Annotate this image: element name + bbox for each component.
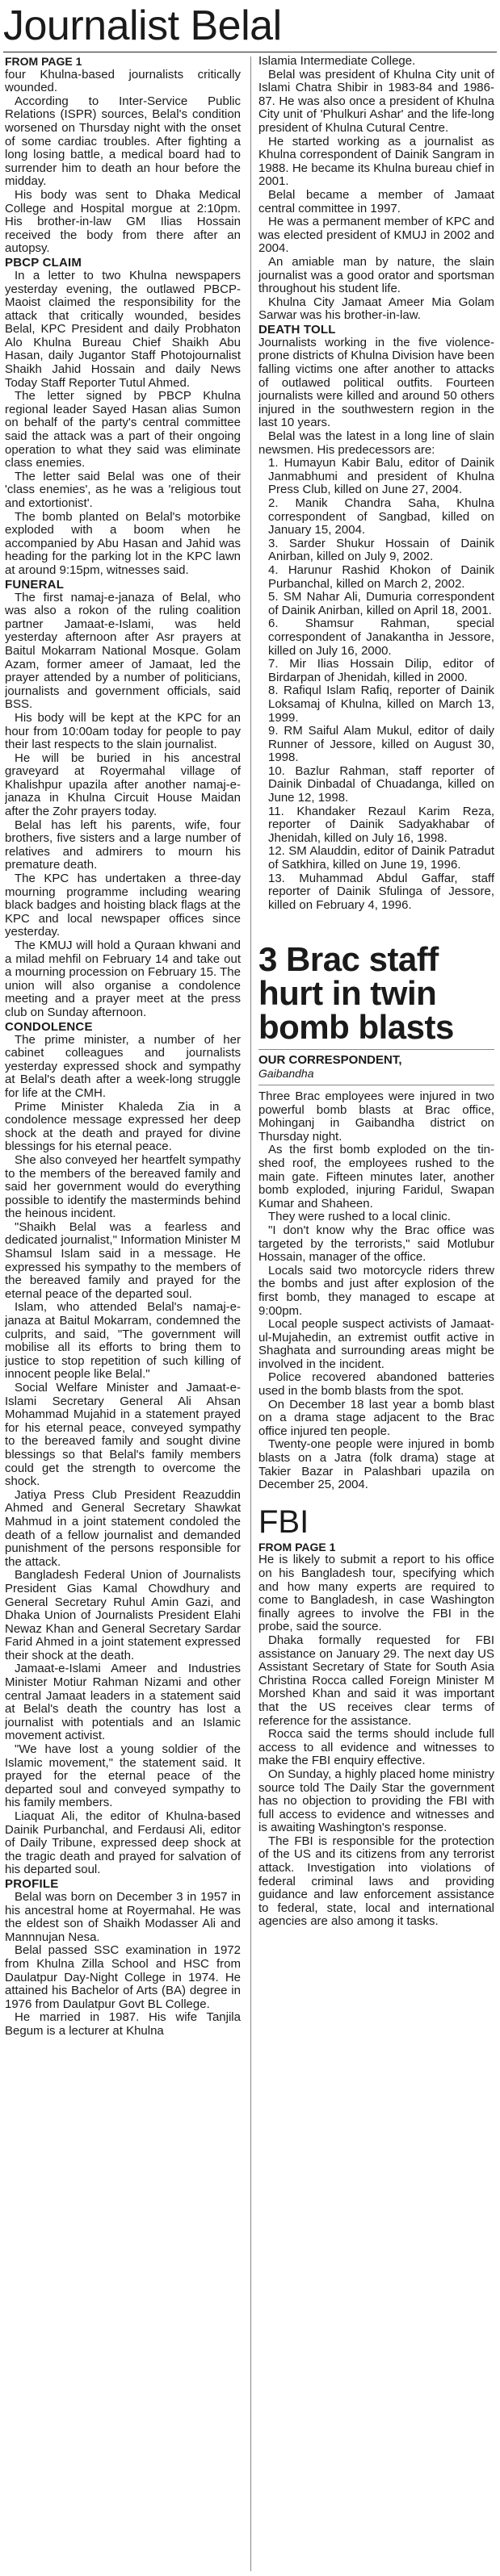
funeral-paragraph: He will be buried in his ancestral graveyard at Royermahal village of Khalishpur upazila after another namaj-e-janaza in Khulna Circuit House Maidan after the Zohr prayers today. [5,751,241,819]
funeral-paragraph: The KMUJ will hold a Quraan khwani and a milad mehfil on February 14 and take out a mourning procession on February 15. The union will also organise a condolence meeting and a prayer meet at the press club on Sunday afternoon. [5,939,241,1019]
victim-list-item: 5. SM Nahar Ali, Dumuria correspondent of Dainik Anirban, killed on April 18, 2001. [268,590,494,617]
brac-headline: 3 Brac staff hurt in twin bomb blasts [258,940,454,1047]
funeral-paragraph: Belal has left his parents, wife, four brothers, five sisters and a large number of relatives and admirers to mourn his premature death. [5,818,241,872]
brac-paragraph: As the first bomb exploded on the tin-shed roof, the employees rushed to the main gate. Fifteen minutes later, another bomb exploded, injuring Faridul, Swapan Kumar and Shaheen. [258,1143,494,1211]
condolence-paragraph: "Shaikh Belal was a fearless and dedicated journalist," Information Minister M Shamsul Islam said in a message. He expressed his sympathy to the members of the bereaved family and prayed for the eternal peace of the departed soul. [5,1219,241,1301]
column-divider [250,56,251,2571]
fbi-headline: FBI [258,1503,309,1540]
condolence-paragraph: Islam, who attended Belal's namaj-e-janaza at Baitul Mokarram, condemned the culprits, and said, "The government will mobilise all its efforts to bring them to justice to stop repetition of such killing of innocent people like Belal." [5,1300,241,1382]
intro-paragraph: four Khulna-based journalists critically wounded. [5,67,241,95]
brac-paragraph: Police recovered abandoned batteries used in the bomb blasts from the spot. [258,1370,494,1399]
fbi-paragraph: The FBI is responsible for the protection of the US and its citizens from any terrorist attack. Investigation into violations of federal criminal laws and providing guidance and law enforcement assistance to federal, state, local and international agencies are also among it tasks. [258,1834,494,1929]
pbcp-paragraph: In a letter to two Khulna newspapers yesterday evening, the outlawed PBCP-Maoist claimed the responsibility for the attack that critically wounded, besides Belal, KPC President and daily Probhaton Alo Khulna Bureau Chief Shaikh Abu Hasan, daily Jugantor Staff Photojournalist Shaikh Jahid Hossain and daily News Today Staff Reporter Tutul Ahmed. [5,268,241,390]
condolence-paragraph: Jamaat-e-Islami Ameer and Industries Minister Motiur Rahman Nizami and other central Jamaat leaders in a statement said at Belal's death the country has lost a journalist with potentials and an Islamic movement activist. [5,1662,241,1743]
fbi-kicker: FROM PAGE 1 [258,1540,336,1554]
pbcp-paragraph: The letter signed by PBCP Khulna regional leader Sayed Hasan alias Sumon on behalf of the party's central committee said the attack was a part of their ongoing operation to what they said was eliminate class enemies. [5,389,241,470]
victim-list-item: 4. Harunur Rashid Khokon of Dainik Purbanchal, killed on March 2, 2002. [268,562,494,591]
fbi-paragraph: Dhaka formally requested for FBI assistance on January 29. The next day US Assistant Secretary of State for South Asia Christina Rocca called Foreign Minister M Morshed Khan and said it was important that the US receives clear terms of reference for the assistance. [258,1633,494,1728]
section-heading-funeral: FUNERAL [5,577,65,592]
victim-list-item: 2. Manik Chandra Saha, Khulna correspondent of Sangbad, killed on January 15, 2004. [268,496,494,537]
profile-paragraph: Belal was president of Khulna City unit of Islami Chatra Shibir in 1983-84 and 1986-87. He was also once a president of Khulna City unit of 'Phulkuri Ashar' and the life-long president of Khulna Cutural Centre. [258,67,494,135]
victim-list-item: 6. Shamsur Rahman, special correspondent of Janakantha in Jessore, killed on July 16, 2000. [268,617,494,658]
profile-paragraph: Belal became a member of Jamaat central committee in 1997. [258,187,494,215]
page-headline: Journalist Belal [3,3,497,52]
profile-paragraph: He was a permanent member of KPC and was elected president of KMUJ in 2002 and 2004. [258,215,494,256]
brac-paragraph: "I don't know why the Brac office was targeted by the terrorists," said Motlubur Hossain, manager of the office. [258,1223,494,1265]
fbi-article [258,1505,494,1929]
victim-list-item: 7. Mir Ilias Hossain Dilip, editor of Birdarpan of Jhenidah, killed in 2000. [268,657,494,684]
pbcp-paragraph: The letter said Belal was one of their 'class enemies', as he was a 'religious tout and extortionist'. [5,469,241,510]
fbi-paragraph: Rocca said the terms should include full access to all evidence and witnesses to make the FBI enquiry effective. [258,1727,494,1768]
condolence-paragraph: Social Welfare Minister and Jamaat-e-Islami Secretary General Ali Ahsan Mohammad Mujahid in a statement prayed for his eternal peace, conveyed sympathy to the bereaved family and sought divine blessings so that Belal's family members could get the strength to overcome the shock. [5,1381,241,1489]
intro-paragraph: According to Inter-Service Public Relations (ISPR) sources, Belal's condition worsened on Thursday night with the onset of some cardiac troubles. After fighting a long losing battle, a medical board had to surrender him to death an hour before the midday. [5,94,241,189]
condolence-paragraph: Prime Minister Khaleda Zia in a condolence message expressed her deep shock at the death and prayed for divine blessings for his eternal peace. [5,1099,241,1154]
pbcp-paragraph: The bomb planted on Belal's motorbike exploded with a boom when he accompanied by Abu Hasan and Jahid was heading for the parking lot in the KPC lawn at around 9:15pm, witnesses said. [5,509,241,577]
brac-paragraph: Twenty-one people were injured in bomb blasts on a Jatra (folk drama) stage at Takier Bazar in Palashbari upazila on December 25, 2004. [258,1437,494,1492]
continued-kicker: FROM PAGE 1 [5,55,82,68]
intro-paragraph: His body was sent to Dhaka Medical College and Hospital morgue at 2:10pm. His brother-in-law GM Ilias Hossain received the body from there after an autopsy. [5,187,241,256]
right-column [258,55,494,2573]
death-toll-paragraph: Journalists working in the five violence-prone districts of Khulna Division have been falling victims one after another to attacks of outlawed political outfits. Fourteen journalists were killed and around 50 others injured in the southwestern region in the last 10 years. [258,335,494,430]
victim-list-item: 10. Bazlur Rahman, staff reporter of Dainik Dinbadal of Chuadanga, killed on June 12, 1998. [268,763,494,805]
fbi-paragraph: On Sunday, a highly placed home ministry source told The Daily Star the government has no objection to providing the FBI with full access to evidence and witnesses and is awaiting Washington's response. [258,1767,494,1835]
funeral-paragraph: The KPC has undertaken a three-day mourning programme including wearing black badges and hoisting black flags at the KPC and local newspaper offices since yesterday. [5,872,241,939]
profile-paragraph: Khulna City Jamaat Ameer Mia Golam Sarwar was his brother-in-law. [258,295,494,323]
victim-list-item: 11. Khandaker Rezaul Karim Reza, reporter of Dainik Sadyakhabar of Jhenidah, killed on July 16, 1998. [268,804,494,845]
section-heading-pbcp: PBCP CLAIM [5,255,82,270]
funeral-paragraph: His body will be kept at the KPC for an hour from 10:00am today for people to pay their last respects to the slain journalist. [5,710,241,752]
brac-paragraph: On December 18 last year a bomb blast on a drama stage adjacent to the Brac office injured ten people. [258,1397,494,1438]
condolence-paragraph: The prime minister, a number of her cabinet colleagues and journalists yesterday expressed shock and sympathy at Belal's death after a week-long struggle for life at the CMH. [5,1032,241,1100]
brac-paragraph: Local people suspect activists of Jamaat-ul-Mujahedin, an extremist outfit active in Shaghata and surrounding areas might be involved in the incident. [258,1317,494,1371]
brac-byline: OUR CORRESPONDENT, [258,1049,494,1067]
brac-paragraph: Locals said two motorcycle riders threw the bombs and just after explosion of the first bomb, they managed to escape at 9:00pm. [258,1263,494,1318]
profile-paragraph: Islamia Intermediate College. [258,55,416,68]
victim-list-item: 9. RM Saiful Alam Mukul, editor of daily Runner of Jessore, killed on August 30, 1998. [268,724,494,765]
condolence-paragraph: "We have lost a young soldier of the Islamic movement," the statement said. It prayed for the eternal peace of the departed soul and conveyed sympathy to his family members. [5,1742,241,1810]
left-column [5,55,241,2573]
victim-list-item: 8. Rafiqul Islam Rafiq, reporter of Dainik Loksamaj of Khulna, killed on March 13, 1999. [268,684,494,725]
condolence-paragraph: Jatiya Press Club President Reazuddin Ahmed and General Secretary Shawkat Mahmud in a joint statement condoled the death of a fellow journalist and demanded punishment of the persons responsible for the attack. [5,1487,241,1569]
victim-list-item: 1. Humayun Kabir Balu, editor of Dainik Janmabhumi and president of Khulna Press Club, killed on June 27, 2004. [268,456,494,497]
section-heading-condolence: CONDOLENCE [5,1019,93,1034]
death-toll-paragraph: Belal was the latest in a long line of slain newsmen. His predecessors are: [258,429,494,457]
brac-article [258,940,494,1492]
profile-paragraph: Belal was born on December 3 in 1957 in his ancestral home at Royermahal. He was the eldest son of Shaikh Modasser Ali and Mannnujan Nesa. [5,1889,241,1944]
condolence-paragraph: Liaquat Ali, the editor of Khulna-based Dainik Purbanchal, and Ferdausi Ali, editor of Daily Tribune, expressed deep shock at the tragic death and prayed for salvation of his departed soul. [5,1809,241,1877]
profile-paragraph: An amiable man by nature, the slain journalist was a good orator and sportsman throughout his student life. [258,254,494,296]
fbi-paragraph: He is likely to submit a report to his office on his Bangladesh tour, specifying which and how many experts are required to come to Bangladesh, in case Washington finally agrees to involve the FBI in the probe, said the source. [258,1553,494,1634]
brac-dateline: Gaibandha [258,1067,494,1085]
profile-paragraph: He married in 1987. His wife Tanjila Begum is a lecturer at Khulna [5,2010,241,2038]
section-heading-profile: PROFILE [5,1876,59,1891]
profile-paragraph: He started working as a journalist as Khulna correspondent of Dainik Sangram in 1988. He became its Khulna bureau chief in 2001. [258,134,494,189]
victim-list-item: 13. Muhammad Abdul Gaffar, staff reporter of Dainik Sfulinga of Jessore, killed on February 4, 1996. [268,871,494,912]
profile-paragraph: Belal passed SSC examination in 1972 from Khulna Zilla School and HSC from Daulatpur Day-Night College in 1974. He attained his Bachelor of Arts (BA) degree in 1976 from Daulatpur Govt BL College. [5,1943,241,2011]
section-heading-death-toll: DEATH TOLL [258,322,336,337]
victim-list-item: 3. Sarder Shukur Hossain of Dainik Anirban, killed on July 9, 2002. [268,536,494,564]
brac-paragraph: They were rushed to a local clinic. [268,1210,451,1224]
condolence-paragraph: Bangladesh Federal Union of Journalists President Gias Kamal Chowdhury and General Secretary Ruhul Amin Gazi, and Dhaka Union of Journalists President Elahi Newaz Khan and General Secretary Sardar Farid Ahmed in a joint statement expressed their shock at the death. [5,1568,241,1662]
condolence-paragraph: She also conveyed her heartfelt sympathy to the members of the bereaved family and said her government would do everything possible to identify the masterminds behind the heinous incident. [5,1152,241,1221]
victim-list-item: 12. SM Alauddin, editor of Dainik Patradut of Satkhira, killed on June 19, 1996. [268,844,494,872]
brac-paragraph: Three Brac employees were injured in two powerful bomb blasts at Brac office, Mohinganj in Gaibandha district on Thursday night. [258,1089,494,1144]
funeral-paragraph: The first namaj-e-janaza of Belal, who was also a rokon of the ruling coalition partner Jamaat-e-Islami, was held yesterday afternoon after Asr prayers at Baitul Mokarram National Mosque. Golam Azam, former ameer of Jamaat, led the prayer attended by a number of politicians, journalists and government officials, said BSS. [5,590,241,712]
